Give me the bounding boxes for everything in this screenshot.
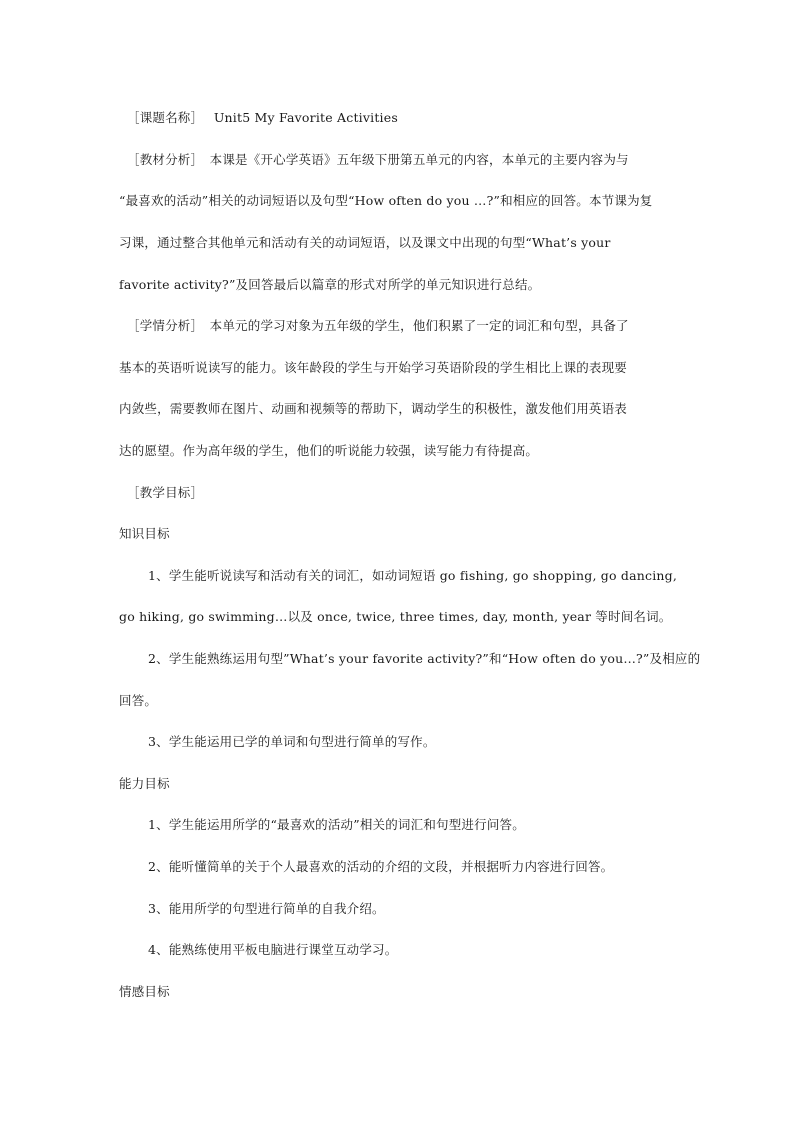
ability-item: 4、能熟练使用平板电脑进行课堂互动学习。 — [148, 942, 398, 957]
emotion-heading: 情感目标 — [119, 984, 170, 999]
objectives-heading: ［教学目标］ — [127, 485, 204, 500]
knowledge-item-2-cont: 回答。 — [119, 693, 158, 708]
knowledge-item-2: 2、学生能熟练运用句型”What’s your favorite activity?”和“How often do you…?”及相应的 — [148, 651, 701, 666]
student-analysis-line: ［学情分析］ 本单元的学习对象为五年级的学生，他们积累了一定的词汇和句型，具备了 — [127, 318, 629, 333]
lesson-title: ［课题名称］ Unit5 My Favorite Activities — [127, 110, 398, 125]
student-analysis-line: 达的愿望。作为高年级的学生，他们的听说能力较强，读写能力有待提高。 — [119, 443, 539, 458]
student-analysis-line: 内敛些，需要教师在图片、动画和视频等的帮助下，调动学生的积极性，激发他们用英语表 — [119, 401, 628, 416]
textbook-analysis-line: favorite activity?”及回答最后以篇章的形式对所学的单元知识进行总结。 — [119, 277, 541, 292]
knowledge-heading: 知识目标 — [119, 526, 170, 541]
textbook-analysis-line: ［教材分析］ 本课是《开心学英语》五年级下册第五单元的内容，本单元的主要内容为与 — [127, 152, 629, 167]
student-analysis-line: 基本的英语听说读写的能力。该年龄段的学生与开始学习英语阶段的学生相比上课的表现要 — [119, 360, 628, 375]
knowledge-item-3: 3、学生能运用已学的单词和句型进行简单的写作。 — [148, 734, 436, 749]
ability-item: 1、学生能运用所学的“最喜欢的活动”相关的词汇和句型进行问答。 — [148, 817, 525, 832]
knowledge-item-1: 1、学生能听说读写和活动有关的词汇，如动词短语 go fishing, go shopping, go dancing, — [148, 568, 678, 583]
ability-item: 3、能用所学的句型进行简单的自我介绍。 — [148, 901, 385, 916]
knowledge-item-1-cont: go hiking, go swimming…以及 once, twice, three times, day, month, year 等时间名词。 — [119, 609, 672, 624]
textbook-analysis-line: “最喜欢的活动”相关的动词短语以及句型“How often do you …?”和相应的回答。本节课为复 — [119, 193, 653, 208]
ability-item: 2、能听懂简单的关于个人最喜欢的活动的介绍的文段，并根据听力内容进行回答。 — [148, 859, 614, 874]
textbook-analysis-line: 习课，通过整合其他单元和活动有关的动词短语，以及课文中出现的句型“What’s your — [119, 235, 611, 250]
ability-heading: 能力目标 — [119, 776, 170, 791]
